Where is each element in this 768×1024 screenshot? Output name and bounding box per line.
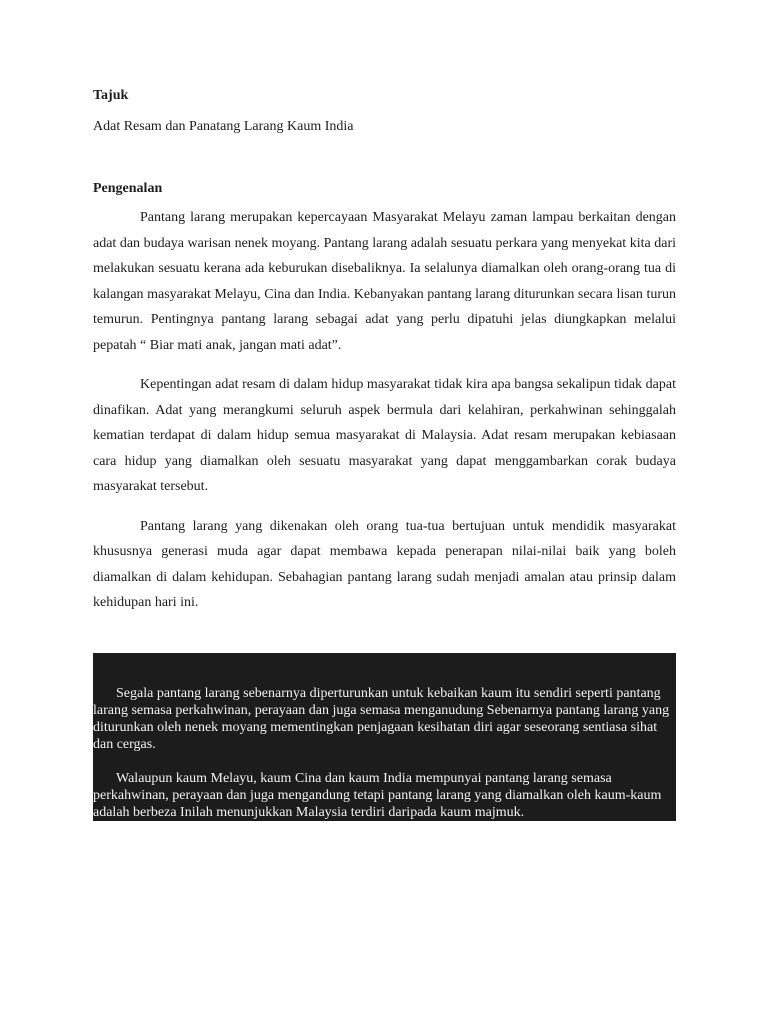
intro-heading: Pengenalan bbox=[93, 181, 163, 196]
box-paragraph-2: Walaupun kaum Melayu, kaum Cina dan kaum India mempunyai pantang larang semasa perkahwinan, perayaan dan juga mengandung tetapi pantang larang yang diamalkan oleh kaum-kaum adalah berbeza Inilah menunjukkan Malaysia terdiri daripada kaum majmuk. bbox=[93, 771, 662, 820]
document-title: Adat Resam dan Panatang Larang Kaum India bbox=[93, 119, 354, 134]
paragraph-1: Pantang larang merupakan kepercayaan Masyarakat Melayu zaman lampau berkaitan dengan adat dan budaya warisan nenek moyang. Pantang larang adalah sesuatu perkara yang menyekat kita dari melakukan sesuatu kerana ada keburukan disebaliknya. Ia selalunya diamalkan oleh orang-orang tua di kalangan masyarakat Melayu, Cina dan India. Kebanyakan pantang larang diturunkan secara lisan turun temurun. Pentingnya pantang larang sebagai adat yang perlu dipatuhi jelas diungkapkan melalui pepatah “ Biar mati anak, jangan mati adat”. bbox=[93, 210, 676, 353]
paragraph-3: Pantang larang yang dikenakan oleh orang tua-tua bertujuan untuk mendidik masyarakat khususnya generasi muda agar dapat membawa kepada penerapan nilai-nilai baik yang boleh diamalkan di dalam kehidupan. Sebahagian pantang larang sudah menjadi amalan atau prinsip dalam kehidupan hari ini. bbox=[93, 518, 676, 610]
paragraph-2: Kepentingan adat resam di dalam hidup masyarakat tidak kira apa bangsa sekalipun tidak dapat dinafikan. Adat yang merangkumi seluruh aspek bermula dari kelahiran, perkahwinan sehinggalah kematian terdapat di dalam hidup semua masyarakat di Malaysia. Adat resam merupakan kebiasaan cara hidup yang diamalkan oleh sesuatu masyarakat yang dapat menggambarkan corak budaya masyarakat tersebut. bbox=[93, 377, 676, 494]
title-heading: Tajuk bbox=[93, 88, 129, 103]
box-paragraph-1: Segala pantang larang sebenarnya diperturunkan untuk kebaikan kaum itu sendiri seperti pantang larang semasa perkahwinan, perayaan dan juga semasa menganudung Sebenarnya pantang larang yang diturunkan oleh nenek moyang mementingkan penjagaan kesihatan diri agar seseorang sentiasa sihat dan cergas. bbox=[93, 686, 670, 752]
highlighted-text-box bbox=[93, 653, 676, 821]
document-page bbox=[93, 85, 676, 616]
